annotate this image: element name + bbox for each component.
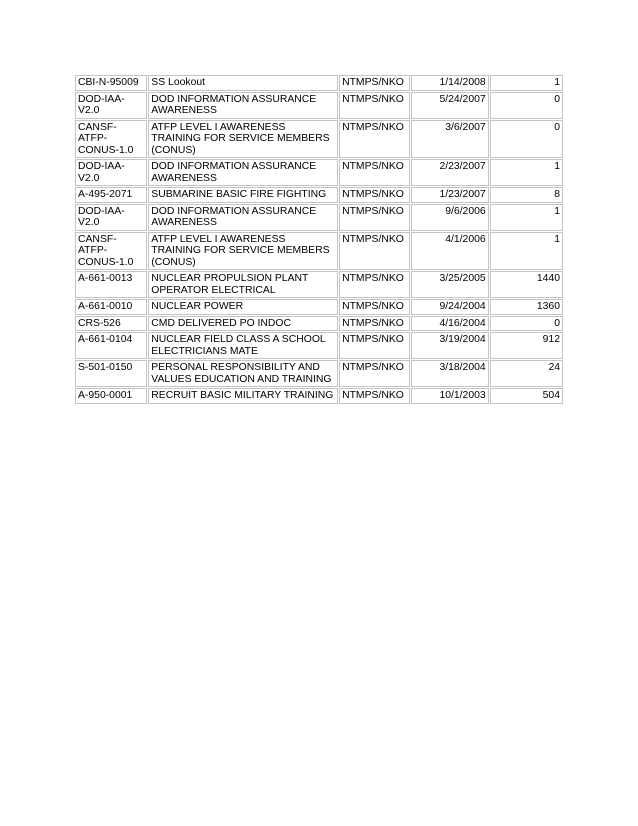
table-row	[75, 75, 563, 91]
table-row	[75, 159, 563, 186]
hours-cell: 0	[490, 120, 563, 159]
source-cell: NTMPS/NKO	[339, 332, 410, 359]
course-code-cell: A-661-0013	[75, 271, 147, 298]
source-cell: NTMPS/NKO	[339, 388, 410, 404]
hours-cell: 0	[490, 316, 563, 332]
course-title-cell: SS Lookout	[148, 75, 338, 91]
course-code-cell: CANSF-ATFP-CONUS-1.0	[75, 120, 147, 159]
source-cell: NTMPS/NKO	[339, 232, 410, 271]
completion-date-cell: 5/24/2007	[411, 92, 488, 119]
course-code-cell: DOD-IAA-V2.0	[75, 204, 147, 231]
course-title-cell: RECRUIT BASIC MILITARY TRAINING	[148, 388, 338, 404]
table-row	[75, 360, 563, 387]
source-cell: NTMPS/NKO	[339, 360, 410, 387]
completion-date-cell: 2/23/2007	[411, 159, 488, 186]
course-code-cell: CBI-N-95009	[75, 75, 147, 91]
training-records-table	[74, 74, 564, 405]
table-row	[75, 271, 563, 298]
table-row	[75, 316, 563, 332]
hours-cell: 1440	[490, 271, 563, 298]
source-cell: NTMPS/NKO	[339, 187, 410, 203]
completion-date-cell: 4/16/2004	[411, 316, 488, 332]
hours-cell: 1	[490, 204, 563, 231]
course-title-cell: NUCLEAR POWER	[148, 299, 338, 315]
hours-cell: 912	[490, 332, 563, 359]
course-code-cell: A-661-0010	[75, 299, 147, 315]
hours-cell: 1	[490, 232, 563, 271]
course-title-cell: DOD INFORMATION ASSURANCE AWARENESS	[148, 159, 338, 186]
course-code-cell: A-661-0104	[75, 332, 147, 359]
course-title-cell: NUCLEAR FIELD CLASS A SCHOOL ELECTRICIANS MATE	[148, 332, 338, 359]
table-row	[75, 120, 563, 159]
completion-date-cell: 3/19/2004	[411, 332, 488, 359]
completion-date-cell: 1/23/2007	[411, 187, 488, 203]
course-title-cell: ATFP LEVEL I AWARENESS TRAINING FOR SERVICE MEMBERS (CONUS)	[148, 232, 338, 271]
hours-cell: 1	[490, 75, 563, 91]
completion-date-cell: 3/6/2007	[411, 120, 488, 159]
course-code-cell: CANSF-ATFP-CONUS-1.0	[75, 232, 147, 271]
completion-date-cell: 10/1/2003	[411, 388, 488, 404]
course-code-cell: A-495-2071	[75, 187, 147, 203]
table-row	[75, 187, 563, 203]
course-title-cell: DOD INFORMATION ASSURANCE AWARENESS	[148, 92, 338, 119]
table-row	[75, 299, 563, 315]
course-code-cell: A-950-0001	[75, 388, 147, 404]
source-cell: NTMPS/NKO	[339, 204, 410, 231]
table-row	[75, 388, 563, 404]
completion-date-cell: 4/1/2006	[411, 232, 488, 271]
completion-date-cell: 9/6/2006	[411, 204, 488, 231]
course-title-cell: SUBMARINE BASIC FIRE FIGHTING	[148, 187, 338, 203]
hours-cell: 1	[490, 159, 563, 186]
course-code-cell: CRS-526	[75, 316, 147, 332]
course-code-cell: DOD-IAA-V2.0	[75, 159, 147, 186]
course-title-cell: NUCLEAR PROPULSION PLANT OPERATOR ELECTRICAL	[148, 271, 338, 298]
course-code-cell: S-501-0150	[75, 360, 147, 387]
training-records-body	[75, 75, 563, 404]
source-cell: NTMPS/NKO	[339, 159, 410, 186]
hours-cell: 504	[490, 388, 563, 404]
course-title-cell: CMD DELIVERED PO INDOC	[148, 316, 338, 332]
completion-date-cell: 3/25/2005	[411, 271, 488, 298]
source-cell: NTMPS/NKO	[339, 299, 410, 315]
table-row	[75, 92, 563, 119]
course-title-cell: DOD INFORMATION ASSURANCE AWARENESS	[148, 204, 338, 231]
hours-cell: 0	[490, 92, 563, 119]
table-row	[75, 332, 563, 359]
hours-cell: 8	[490, 187, 563, 203]
hours-cell: 1360	[490, 299, 563, 315]
course-title-cell: ATFP LEVEL I AWARENESS TRAINING FOR SERVICE MEMBERS (CONUS)	[148, 120, 338, 159]
table-row	[75, 204, 563, 231]
completion-date-cell: 3/18/2004	[411, 360, 488, 387]
table-row	[75, 232, 563, 271]
source-cell: NTMPS/NKO	[339, 120, 410, 159]
source-cell: NTMPS/NKO	[339, 92, 410, 119]
hours-cell: 24	[490, 360, 563, 387]
completion-date-cell: 9/24/2004	[411, 299, 488, 315]
source-cell: NTMPS/NKO	[339, 271, 410, 298]
source-cell: NTMPS/NKO	[339, 316, 410, 332]
course-code-cell: DOD-IAA-V2.0	[75, 92, 147, 119]
course-title-cell: PERSONAL RESPONSIBILITY AND VALUES EDUCATION AND TRAINING	[148, 360, 338, 387]
source-cell: NTMPS/NKO	[339, 75, 410, 91]
completion-date-cell: 1/14/2008	[411, 75, 488, 91]
